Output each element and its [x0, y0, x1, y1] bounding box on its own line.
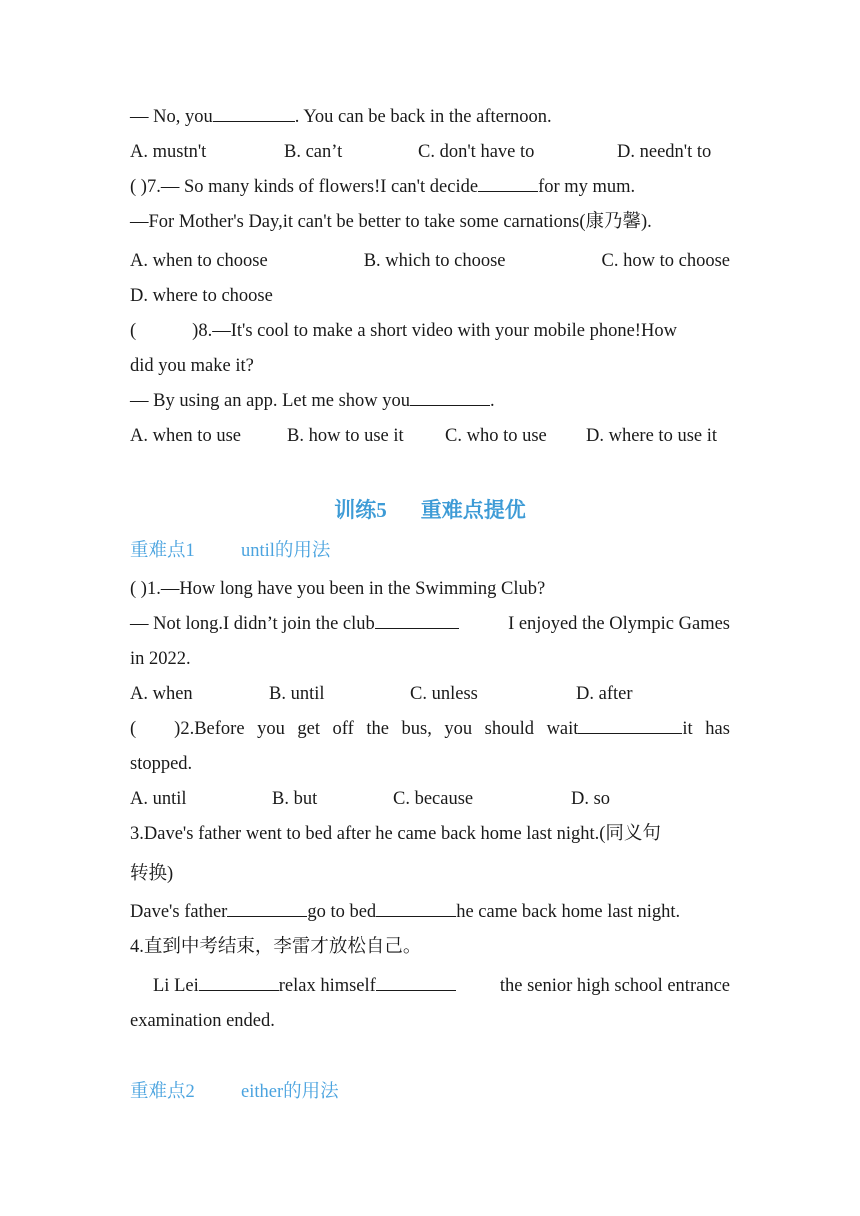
s1q2-word: you — [257, 719, 285, 739]
s1q2-paren-open: ( — [130, 719, 137, 739]
s1q2-option-b: B. but — [272, 789, 318, 809]
s1q3-question-cont: 转换) — [130, 864, 174, 884]
s1q2-word-it: it — [682, 719, 693, 739]
s1q2-question-cont: stopped. — [130, 754, 193, 774]
q6-option-b: B. can’t — [284, 142, 343, 162]
q8-reply-text: — By using an app. Let me show you — [130, 391, 411, 411]
s1q2-option-d: D. so — [571, 789, 611, 809]
s1q1-text-b: I enjoyed the Olympic Games — [508, 614, 730, 634]
section1-number: 重难点1 — [130, 541, 195, 561]
section-heading — [0, 494, 860, 524]
q7-options — [130, 248, 730, 274]
q7-question — [130, 174, 730, 200]
q7-option-b: B. which to choose — [363, 251, 506, 271]
s1q2-text-start: )2.Before — [174, 719, 245, 739]
q6-text-a: — No, you — [130, 107, 213, 127]
answer-blank[interactable] — [199, 973, 279, 991]
s1q2-question — [130, 716, 730, 742]
s1q2-word: off — [332, 719, 354, 739]
s1q2-word: the — [366, 719, 389, 739]
s1q3-text-c: he came back home last night. — [456, 902, 681, 922]
s1q1-reply-part — [130, 611, 459, 637]
q7-reply: —For Mother's Day,it can't be better to take some carnations(康乃馨). — [130, 212, 652, 232]
q8-paren-open: ( — [130, 321, 137, 341]
s1q2-option-c: C. because — [393, 789, 474, 809]
q8-question-cont: did you make it? — [130, 356, 254, 376]
s1q1-text-a: — Not long.I didn’t join the club — [130, 614, 375, 634]
s1q3-text-a: Dave's father — [130, 902, 228, 922]
s1q1-options — [130, 681, 730, 707]
q7-option-c: C. how to choose — [601, 251, 730, 271]
section2-label — [130, 1079, 730, 1105]
q6-options — [130, 139, 730, 165]
q6-answer-line — [130, 104, 730, 130]
s1q4-answer-cont: examination ended. — [130, 1011, 275, 1031]
q7-text-b: for my mum. — [538, 177, 636, 197]
answer-blank[interactable] — [213, 104, 295, 122]
q8-reply — [130, 388, 730, 414]
s1q1-option-c: C. unless — [410, 684, 478, 704]
s1q2-word: you — [444, 719, 473, 739]
q8-reply-end: . — [490, 391, 495, 411]
heading-number: 训练5 — [334, 498, 387, 522]
section2-number: 重难点2 — [130, 1082, 195, 1102]
s1q4-question: 4.直到中考结束，李雷才放松自己。 — [130, 937, 422, 957]
section1-label — [130, 538, 730, 564]
heading-title: 重难点提优 — [420, 498, 526, 522]
q6-option-d: D. needn't to — [617, 142, 712, 162]
q8-text: )8.—It's cool to make a short video with your mobile phone!How — [192, 321, 677, 341]
answer-blank[interactable] — [376, 899, 456, 917]
s1q1-question: ( )1.—How long have you been in the Swimming Club? — [130, 579, 546, 599]
s1q4-text-c: the senior high school entrance — [499, 976, 730, 996]
q7-option-a: A. when to choose — [130, 251, 268, 271]
q7-option-d: D. where to choose — [130, 286, 273, 306]
s1q2-options — [130, 786, 730, 812]
section1-topic: until的用法 — [241, 541, 331, 561]
s1q1-option-b: B. until — [269, 684, 325, 704]
q8-options — [130, 423, 730, 449]
section2-topic: either的用法 — [241, 1082, 339, 1102]
q8-question — [130, 318, 730, 344]
s1q3-question: 3.Dave's father went to bed after he came back home last night.(同义句 — [130, 824, 661, 844]
answer-blank[interactable] — [578, 716, 682, 734]
q8-option-b: B. how to use it — [287, 426, 404, 446]
answer-blank[interactable] — [376, 973, 456, 991]
q8-option-a: A. when to use — [130, 426, 241, 446]
answer-blank[interactable] — [375, 611, 459, 629]
s1q1-reply — [130, 611, 730, 637]
s1q4-answer-part — [130, 973, 456, 999]
q6-option-a: A. mustn't — [130, 142, 207, 162]
s1q3-text-b: go to bed — [307, 902, 377, 922]
s1q2-word: get — [297, 719, 320, 739]
q8-option-d: D. where to use it — [586, 426, 718, 446]
q6-option-c: C. don't have to — [418, 142, 535, 162]
s1q1-option-a: A. when — [130, 684, 193, 704]
answer-blank[interactable] — [478, 174, 538, 192]
q7-text-a: ( )7.— So many kinds of flowers!I can't decide — [130, 177, 479, 197]
s1q3-answer-line — [130, 899, 730, 925]
answer-blank[interactable] — [410, 388, 490, 406]
s1q4-answer-line — [130, 973, 730, 999]
s1q2-word-wait: wait — [546, 719, 579, 739]
s1q1-reply-cont: in 2022. — [130, 649, 191, 669]
s1q2-word: bus, — [401, 719, 432, 739]
s1q2-blank-group — [547, 716, 693, 742]
s1q4-text-b: relax himself — [278, 976, 376, 996]
answer-blank[interactable] — [227, 899, 307, 917]
q8-option-c: C. who to use — [445, 426, 547, 446]
s1q1-option-d: D. after — [576, 684, 633, 704]
s1q2-word: should — [484, 719, 535, 739]
s1q2-option-a: A. until — [130, 789, 187, 809]
s1q2-head — [130, 716, 245, 742]
s1q2-word-has: has — [705, 719, 730, 739]
s1q4-text-a: Li Lei — [153, 976, 199, 996]
q6-text-b: . You can be back in the afternoon. — [294, 107, 552, 127]
